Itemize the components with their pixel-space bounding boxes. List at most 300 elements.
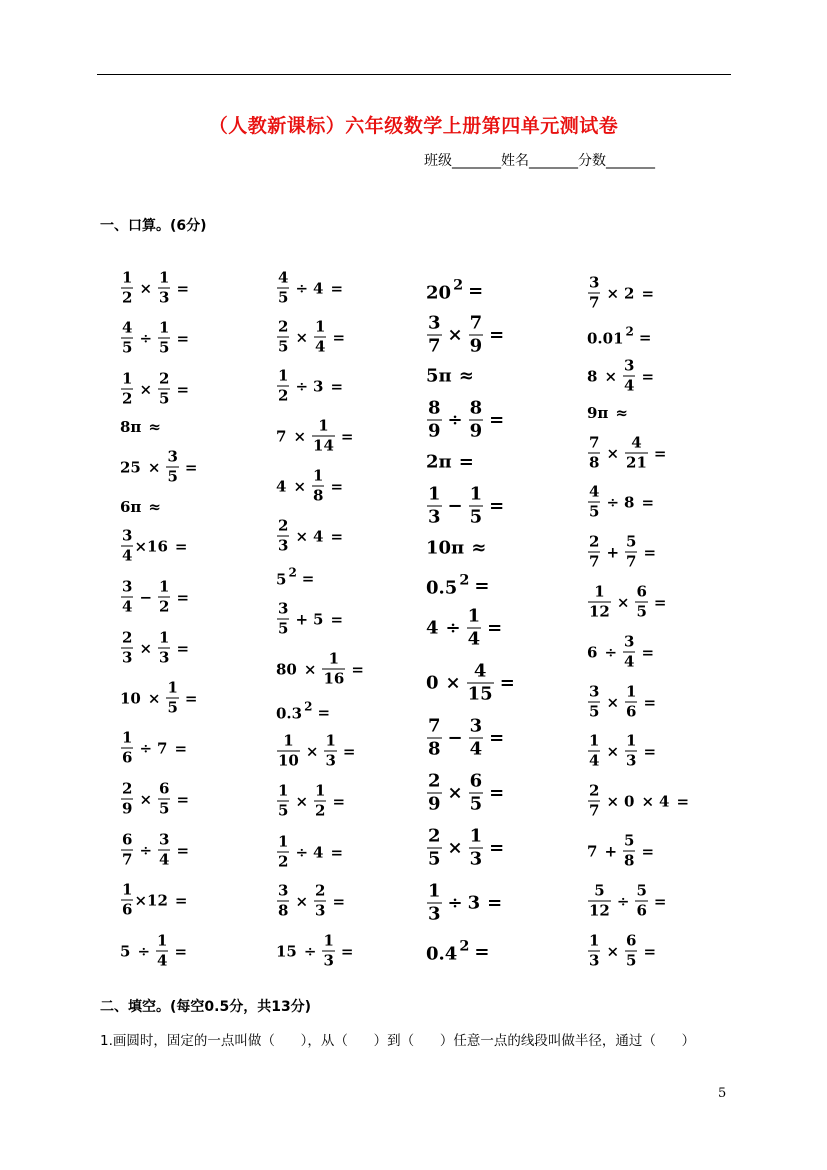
operator: = — [330, 610, 344, 628]
fraction-numerator: 1 — [278, 366, 289, 385]
operator: ÷ — [295, 377, 309, 395]
fraction-numerator: 2 — [278, 516, 289, 535]
fraction-denominator: 5 — [278, 619, 289, 638]
fraction-denominator: 6 — [122, 900, 133, 919]
fraction — [277, 599, 289, 638]
fraction-denominator: 3 — [323, 951, 334, 970]
student-info-line: 班级_______姓名_______分数_______ — [424, 153, 655, 169]
operator: = — [653, 892, 667, 910]
operator: − — [447, 495, 463, 517]
operator: × — [606, 792, 620, 810]
fraction — [277, 881, 289, 920]
power — [276, 699, 313, 723]
fraction — [623, 831, 635, 870]
operator: × — [606, 284, 620, 302]
fraction-numerator: 1 — [589, 931, 600, 950]
number: 5 — [120, 942, 131, 960]
operator: = — [174, 891, 188, 909]
fraction-numerator: 1 — [315, 317, 326, 336]
fraction-denominator: 4 — [122, 546, 133, 565]
fraction-denominator: 4 — [469, 738, 483, 760]
fraction — [121, 577, 133, 616]
fraction-numerator: 1 — [469, 483, 483, 505]
arithmetic-problem — [587, 931, 661, 970]
power-exponent: 2 — [459, 937, 470, 955]
fraction — [588, 682, 600, 721]
fraction-denominator: 5 — [469, 793, 483, 815]
operator: × — [447, 324, 463, 346]
fraction — [588, 482, 600, 521]
fraction-numerator: 1 — [122, 268, 133, 287]
fraction — [427, 770, 442, 815]
power-base: 0.01 — [587, 329, 624, 348]
arithmetic-problem — [276, 565, 319, 589]
fraction-denominator: 4 — [467, 628, 481, 650]
fraction — [121, 779, 133, 818]
fraction-numerator: 3 — [589, 273, 600, 292]
fraction-denominator: 4 — [624, 376, 635, 395]
fraction-numerator: 1 — [428, 880, 441, 902]
arithmetic-problem — [587, 682, 661, 721]
fraction-denominator: 6 — [636, 901, 647, 920]
arithmetic-problem — [587, 881, 671, 920]
arithmetic-problem — [120, 830, 194, 869]
fraction-denominator: 5 — [589, 502, 600, 521]
arithmetic-problem — [276, 649, 369, 688]
operator: = — [332, 328, 346, 346]
operator: × — [606, 444, 620, 462]
power-base: 20 — [426, 282, 452, 304]
operator: × — [606, 942, 620, 960]
fraction-denominator: 3 — [469, 848, 483, 870]
fraction-denominator: 3 — [159, 288, 170, 307]
power — [587, 324, 634, 348]
number: 6 — [587, 643, 598, 661]
number: 9π — [587, 404, 609, 422]
power-exponent: 2 — [304, 699, 313, 714]
arithmetic-problem — [426, 483, 509, 528]
arithmetic-problem — [426, 452, 479, 473]
operator: = — [176, 790, 190, 808]
fraction — [158, 369, 170, 408]
operator: = — [487, 617, 503, 639]
fraction — [277, 268, 289, 307]
operator: = — [489, 495, 505, 517]
power-base: 0.3 — [276, 704, 303, 723]
fraction-numerator: 1 — [159, 577, 170, 596]
arithmetic-problem — [120, 498, 166, 516]
fraction-numerator: 1 — [315, 781, 326, 800]
arithmetic-problem — [276, 317, 350, 356]
operator: × — [305, 742, 319, 760]
fraction — [314, 881, 326, 920]
operator: = — [641, 842, 655, 860]
fraction-denominator: 5 — [167, 467, 178, 486]
number: 10π — [426, 537, 465, 559]
fraction — [277, 832, 289, 871]
fraction-denominator: 8 — [278, 901, 289, 920]
arithmetic-problem — [587, 781, 694, 820]
fraction-numerator: 1 — [122, 880, 133, 899]
fraction-numerator: 1 — [278, 832, 289, 851]
number: 2 — [624, 284, 635, 302]
fraction — [427, 397, 442, 442]
fraction-denominator: 4 — [624, 652, 635, 671]
operator: = — [317, 703, 331, 721]
fraction-numerator: 7 — [589, 433, 600, 452]
fraction-numerator: 1 — [626, 731, 637, 750]
operator: = — [330, 477, 344, 495]
fraction-numerator: 6 — [636, 582, 647, 601]
arithmetic-problem — [120, 931, 192, 970]
fraction-numerator: 6 — [469, 770, 483, 792]
fraction-denominator: 5 — [278, 801, 289, 820]
fraction-numerator: 5 — [626, 532, 637, 551]
number: 5π — [426, 365, 452, 387]
number: 25 — [120, 458, 141, 476]
operator: = — [638, 328, 652, 346]
fraction-denominator: 2 — [122, 288, 133, 307]
fraction-denominator: 3 — [428, 506, 441, 528]
operator: = — [176, 588, 190, 606]
fraction-denominator: 8 — [313, 486, 324, 505]
fraction-numerator: 1 — [157, 931, 168, 950]
fraction-denominator: 5 — [626, 951, 637, 970]
fraction-numerator: 1 — [278, 781, 289, 800]
arithmetic-problem — [426, 770, 509, 815]
fraction-numerator: 7 — [469, 312, 483, 334]
fraction-denominator: 3 — [325, 751, 336, 770]
fraction-denominator: 5 — [278, 337, 289, 356]
fraction-numerator: 3 — [428, 312, 441, 334]
fraction-numerator: 1 — [159, 268, 170, 287]
fraction-denominator: 4 — [122, 597, 133, 616]
operator: = — [184, 458, 198, 476]
fraction-denominator: 2 — [159, 597, 170, 616]
fraction-numerator: 2 — [278, 317, 289, 336]
fraction — [121, 268, 133, 307]
fraction-denominator: 14 — [313, 436, 334, 455]
number: 3 — [467, 892, 481, 914]
operator: = — [174, 739, 188, 757]
arithmetic-problem — [587, 632, 659, 671]
fraction-numerator: 1 — [428, 483, 441, 505]
fraction-numerator: 3 — [469, 715, 483, 737]
fraction-denominator: 2 — [315, 801, 326, 820]
fraction — [588, 433, 600, 472]
fraction-numerator: 1 — [122, 728, 133, 747]
arithmetic-problem — [120, 369, 194, 408]
operator: = — [641, 367, 655, 385]
number: 4 — [313, 527, 324, 545]
power-base: 5 — [276, 570, 287, 589]
number: ×16 — [134, 537, 168, 555]
fraction — [625, 433, 648, 472]
operator: × — [295, 792, 309, 810]
number: 2π — [426, 451, 452, 473]
operator: = — [676, 792, 690, 810]
fraction-denominator: 6 — [626, 702, 637, 721]
fraction — [158, 830, 170, 869]
fraction-numerator: 2 — [428, 825, 441, 847]
fraction — [121, 880, 133, 919]
fraction-denominator: 2 — [278, 852, 289, 871]
operator: × — [604, 367, 618, 385]
operator: ÷ — [604, 643, 618, 661]
fraction-denominator: 4 — [589, 751, 600, 770]
fraction — [588, 781, 600, 820]
arithmetic-problem — [587, 582, 671, 621]
number: 7 — [587, 842, 598, 860]
header-rule — [97, 74, 731, 75]
power-exponent: 2 — [288, 565, 297, 580]
fraction-numerator: 4 — [473, 660, 487, 682]
fraction — [625, 682, 637, 721]
operator: = — [176, 639, 190, 657]
fraction-numerator: 1 — [467, 605, 481, 627]
fraction-numerator: 4 — [589, 482, 600, 501]
fraction — [625, 931, 637, 970]
power-base: 0.4 — [426, 943, 458, 965]
operator: = — [489, 837, 505, 859]
arithmetic-problem — [276, 731, 360, 770]
arithmetic-problem — [276, 832, 348, 871]
fraction — [277, 781, 289, 820]
arithmetic-problem — [276, 881, 350, 920]
operator: × — [139, 380, 153, 398]
operator: × — [139, 639, 153, 657]
fraction-numerator: 1 — [159, 318, 170, 337]
operator: ÷ — [616, 892, 630, 910]
fraction-numerator: 1 — [159, 628, 170, 647]
number: 3 — [313, 377, 324, 395]
fraction-numerator: 5 — [594, 881, 605, 900]
fraction — [324, 731, 336, 770]
operator: = — [176, 279, 190, 297]
fraction-numerator: 1 — [323, 931, 334, 950]
fraction-denominator: 6 — [122, 748, 133, 767]
fraction-numerator: 3 — [624, 632, 635, 651]
arithmetic-problem — [276, 599, 348, 638]
fraction — [427, 825, 442, 870]
fraction — [158, 628, 170, 667]
fraction-denominator: 9 — [469, 420, 483, 442]
arithmetic-problem — [120, 728, 192, 767]
fraction-denominator: 4 — [157, 951, 168, 970]
fraction-numerator: 2 — [315, 881, 326, 900]
arithmetic-problem — [276, 781, 350, 820]
fraction-numerator: 2 — [428, 770, 441, 792]
operator: = — [458, 451, 474, 473]
arithmetic-problem — [426, 937, 494, 965]
operator: ÷ — [445, 617, 461, 639]
arithmetic-problem — [426, 605, 507, 650]
operator: = — [340, 942, 354, 960]
fraction-numerator: 1 — [626, 682, 637, 701]
fraction — [467, 605, 482, 650]
fraction-denominator: 3 — [315, 901, 326, 920]
fraction-denominator: 5 — [167, 698, 178, 717]
fraction-numerator: 3 — [278, 599, 289, 618]
fraction-denominator: 4 — [159, 850, 170, 869]
number: 4 — [276, 477, 287, 495]
power — [426, 937, 470, 965]
power-exponent: 2 — [453, 276, 464, 294]
fraction-denominator: 3 — [159, 648, 170, 667]
operator: = — [340, 427, 354, 445]
operator: × — [139, 790, 153, 808]
fraction-numerator: 8 — [469, 397, 483, 419]
arithmetic-problem — [587, 831, 659, 870]
operator: × — [641, 792, 655, 810]
fraction — [158, 577, 170, 616]
operator: = — [489, 324, 505, 346]
fraction — [121, 830, 133, 869]
fraction-numerator: 6 — [122, 830, 133, 849]
fraction — [121, 728, 133, 767]
fraction-numerator: 2 — [122, 628, 133, 647]
fraction — [166, 447, 178, 486]
arithmetic-problem — [426, 366, 479, 387]
operator: = — [643, 693, 657, 711]
operator: ÷ — [137, 942, 151, 960]
operator: ÷ — [303, 942, 317, 960]
fraction-denominator: 9 — [428, 793, 441, 815]
power-base: 0.5 — [426, 577, 458, 599]
fraction — [312, 416, 335, 455]
number: 80 — [276, 660, 297, 678]
fraction-numerator: 1 — [122, 369, 133, 388]
arithmetic-problem — [426, 715, 509, 760]
fraction-numerator: 1 — [167, 678, 178, 697]
fraction-numerator: 2 — [589, 532, 600, 551]
page-title: （人教新课标）六年级数学上册第四单元测试卷 — [208, 115, 619, 137]
fraction — [469, 312, 484, 357]
power — [276, 565, 297, 589]
operator: ≈ — [471, 537, 487, 559]
operator: = — [643, 543, 657, 561]
operator: = — [641, 493, 655, 511]
fraction-denominator: 8 — [624, 851, 635, 870]
number: 8 — [624, 493, 635, 511]
fraction-denominator: 2 — [278, 386, 289, 405]
operator: = — [653, 593, 667, 611]
operator: = — [330, 377, 344, 395]
number: 8 — [587, 367, 598, 385]
fraction-denominator: 7 — [626, 552, 637, 571]
fraction-numerator: 1 — [318, 416, 329, 435]
fraction-denominator: 5 — [159, 389, 170, 408]
arithmetic-problem — [120, 628, 194, 667]
section-2-heading: 二、填空。(每空0.5分，共13分) — [100, 999, 312, 1015]
fraction — [588, 731, 600, 770]
operator: × — [616, 593, 630, 611]
fraction-numerator: 7 — [428, 715, 441, 737]
operator: × — [139, 279, 153, 297]
fraction — [623, 356, 635, 395]
fraction-numerator: 3 — [589, 682, 600, 701]
operator: × — [606, 693, 620, 711]
fraction-denominator: 5 — [589, 702, 600, 721]
operator: = — [174, 537, 188, 555]
arithmetic-problem — [587, 731, 661, 770]
operator: = — [474, 575, 490, 597]
arithmetic-problem — [120, 678, 202, 717]
operator: = — [176, 380, 190, 398]
operator: = — [330, 527, 344, 545]
fraction-denominator: 3 — [428, 903, 441, 925]
fraction — [625, 731, 637, 770]
number: 4 — [313, 279, 324, 297]
arithmetic-problem — [426, 276, 488, 304]
fraction-denominator: 3 — [589, 951, 600, 970]
fraction — [588, 532, 600, 571]
fraction — [588, 881, 611, 920]
number: 15 — [276, 942, 297, 960]
section-1-heading: 一、口算。(6分) — [100, 218, 207, 234]
operator: = — [489, 782, 505, 804]
arithmetic-problem — [587, 433, 671, 472]
fraction-numerator: 3 — [624, 356, 635, 375]
arithmetic-problem — [276, 931, 358, 970]
operator: = — [351, 660, 364, 678]
operator: = — [653, 444, 667, 462]
operator: ÷ — [606, 493, 620, 511]
fraction-denominator: 9 — [428, 420, 441, 442]
power-exponent: 2 — [625, 324, 634, 339]
operator: = — [487, 892, 503, 914]
power — [426, 276, 464, 304]
question-1: 1.画圆时，固定的一点叫做（ ），从（ ）到（ ）任意一点的线段叫做半径，通过（ ） — [100, 1033, 696, 1049]
fraction-denominator: 7 — [589, 293, 600, 312]
operator: × — [147, 458, 161, 476]
operator: ÷ — [139, 841, 153, 859]
operator: − — [139, 588, 153, 606]
fraction-denominator: 21 — [626, 453, 647, 472]
operator: = — [641, 284, 655, 302]
arithmetic-problem — [426, 397, 509, 442]
fraction-numerator: 4 — [122, 318, 133, 337]
fraction — [158, 318, 170, 357]
arithmetic-problem — [276, 366, 348, 405]
fraction-denominator: 4 — [315, 337, 326, 356]
fraction-denominator: 5 — [159, 338, 170, 357]
number: 0 — [624, 792, 635, 810]
operator: + — [606, 543, 620, 561]
fraction — [314, 317, 326, 356]
fraction — [588, 582, 611, 621]
operator: ÷ — [295, 843, 309, 861]
number: 4 — [426, 617, 439, 639]
fraction-numerator: 6 — [626, 931, 637, 950]
fraction — [277, 516, 289, 555]
operator: × — [293, 427, 307, 445]
fraction-denominator: 3 — [122, 648, 133, 667]
fraction-numerator: 3 — [122, 577, 133, 596]
arithmetic-problem — [120, 447, 202, 486]
fraction-numerator: 3 — [278, 881, 289, 900]
operator: × — [293, 477, 307, 495]
fraction — [121, 628, 133, 667]
fraction-numerator: 1 — [328, 649, 340, 668]
fraction — [427, 312, 442, 357]
fraction — [635, 881, 647, 920]
fraction-numerator: 3 — [122, 526, 133, 545]
fraction — [277, 366, 289, 405]
fraction — [427, 483, 442, 528]
fraction-denominator: 7 — [122, 850, 133, 869]
arithmetic-problem — [587, 356, 659, 395]
